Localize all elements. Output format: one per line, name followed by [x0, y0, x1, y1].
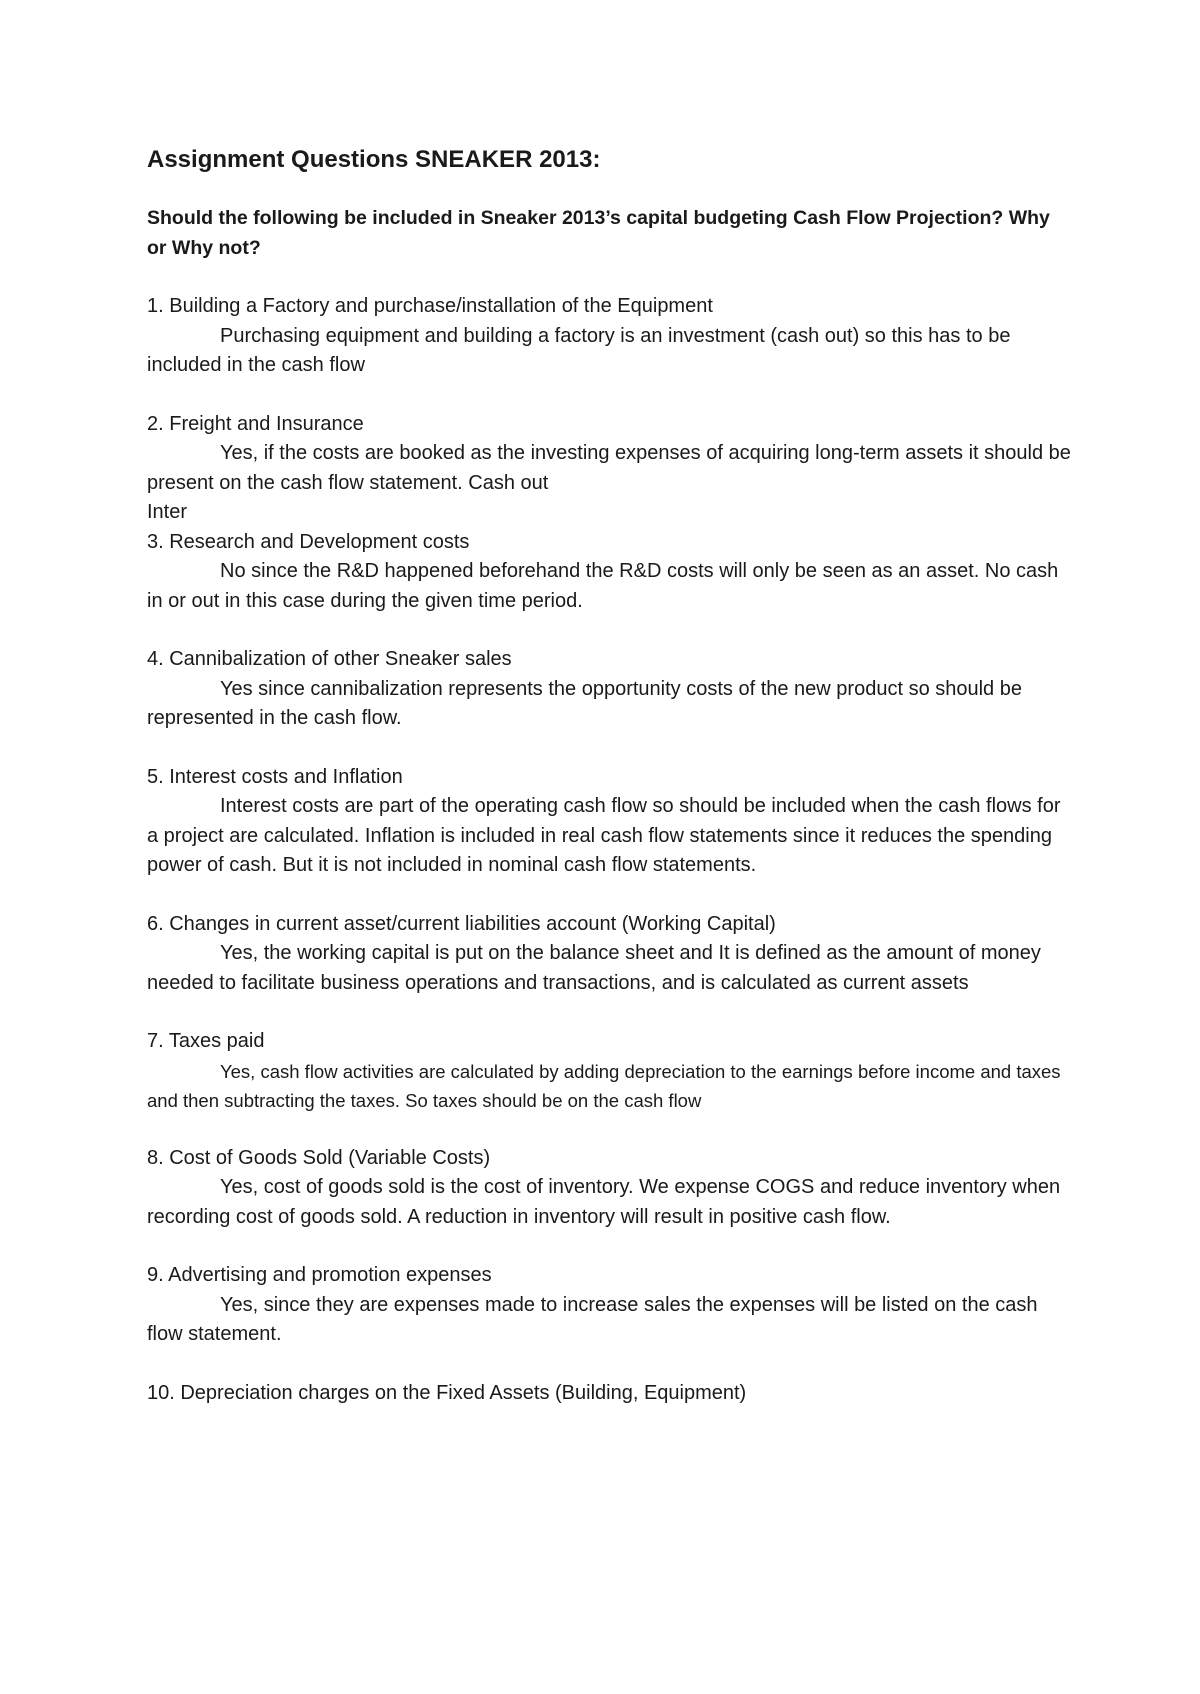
list-item-3: [147, 528, 1072, 617]
item-answer: Yes, if the costs are booked as the investing expenses of acquiring long-term assets it should be present on the cash flow statement. Cash out: [147, 442, 1071, 494]
item-title: 9. Advertising and promotion expenses: [147, 1264, 492, 1286]
list-item-6: [147, 910, 1072, 999]
item-title: 7. Taxes paid: [147, 1030, 265, 1052]
item-answer: Yes, cost of goods sold is the cost of inventory. We expense COGS and reduce inventory when recording cost of goods sold. A reduction in inventory will result in positive cash flow.: [147, 1176, 1061, 1228]
item-title: 10. Depreciation charges on the Fixed Assets (Building, Equipment): [147, 1381, 747, 1404]
list-item-7: [147, 1027, 1072, 1115]
item-title: 8. Cost of Goods Sold (Variable Costs): [147, 1146, 491, 1169]
list-item-10: [147, 1379, 1072, 1409]
item-answer: Yes, since they are expenses made to increase sales the expenses will be listed on the cash flow statement.: [147, 1293, 1038, 1345]
item-answer: Purchasing equipment and building a factory is an investment (cash out) so this has to be included in the cash flow: [147, 324, 1011, 376]
document-content: [147, 143, 1072, 1437]
item-title: 4. Cannibalization of other Sneaker sales: [147, 648, 512, 670]
item-answer: Interest costs are part of the operating cash flow so should be included when the cash flows for a project are calculated. Inflation is included in real cash flow statements since it reduces the spending power of cash. But it is not included in nominal cash flow statements.: [147, 795, 1061, 876]
list-item-5: [147, 763, 1072, 881]
item-title: 3. Research and Development costs: [147, 530, 470, 553]
item-answer: Yes, the working capital is put on the balance sheet and It is defined as the amount of money needed to facilitate business operations and transactions, and is calculated as current assets: [147, 942, 1041, 994]
list-item-1: [147, 292, 1072, 381]
item-title: 2. Freight and Insurance: [147, 412, 364, 435]
item-title: 1. Building a Factory and purchase/installation of the Equipment: [147, 295, 713, 317]
item-title: 5. Interest costs and Inflation: [147, 765, 403, 788]
item-answer: Yes since cannibalization represents the opportunity costs of the new product so should be represented in the cash flow.: [147, 677, 1022, 729]
list-item-4: [147, 645, 1072, 734]
item-title: 6. Changes in current asset/current liabilities account (Working Capital): [147, 912, 776, 935]
document-title: Assignment Questions SNEAKER 2013:: [147, 146, 601, 173]
item-answer: Yes, cash flow activities are calculated by adding depreciation to the earnings before income and taxes and then subtracting the taxes. So taxes should be on the cash flow: [147, 1060, 1061, 1111]
list-item-8: [147, 1144, 1072, 1233]
question-heading: Should the following be included in Sneaker 2013’s capital budgeting Cash Flow Projection? Why or Why not?: [147, 207, 1050, 259]
list-item-9: [147, 1261, 1072, 1350]
item-answer: No since the R&D happened beforehand the R&D costs will only be seen as an asset. No cash in or out in this case during the given time period.: [147, 560, 1059, 612]
list-item-2: [147, 410, 1072, 528]
item-extra-text: Inter: [147, 501, 188, 523]
